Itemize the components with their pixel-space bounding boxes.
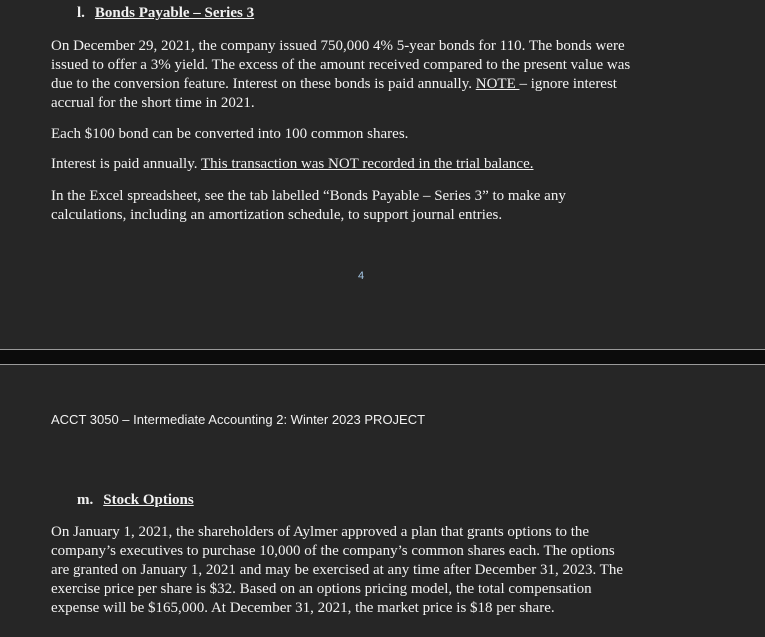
- text-line: exercise price per share is $32. Based on an options pricing model, the total compensation: [51, 581, 592, 597]
- section-heading-l: [77, 5, 254, 22]
- section-title: Bonds Payable – Series 3: [94, 5, 255, 21]
- text-line: are granted on January 1, 2021 and may be exercised at any time after December 31, 2023. The: [51, 562, 623, 578]
- text-line: Each $100 bond can be converted into 100 common shares.: [51, 126, 409, 142]
- stock-options-paragraph: [51, 523, 691, 618]
- text-line: company’s executives to purchase 10,000 of the company’s common shares each. The options: [51, 543, 615, 559]
- text-line: [51, 75, 691, 94]
- text-run: due to the conversion feature. Interest on these bonds is paid annually.: [51, 76, 476, 92]
- text-run: – ignore interest: [519, 76, 617, 92]
- page-number: 4: [358, 270, 365, 282]
- document-page-bottom: [0, 365, 765, 637]
- running-header: ACCT 3050 – Intermediate Accounting 2: Winter 2023 PROJECT: [51, 412, 426, 427]
- text-line: expense will be $165,000. At December 31, 2021, the market price is $18 per share.: [51, 600, 555, 616]
- excel-instructions-paragraph: [51, 187, 691, 225]
- text-line: accrual for the short time in 2021.: [51, 95, 255, 111]
- text-line: On December 29, 2021, the company issued 750,000 4% 5-year bonds for 110. The bonds were: [51, 38, 625, 54]
- page-break: [0, 349, 765, 365]
- text-line: In the Excel spreadsheet, see the tab labelled “Bonds Payable – Series 3” to make any: [51, 188, 566, 204]
- bond-issue-paragraph: [51, 37, 691, 113]
- interest-paragraph: [51, 155, 691, 174]
- section-letter: m.: [77, 492, 94, 508]
- not-recorded-underlined: This transaction was NOT recorded in the trial balance.: [200, 156, 534, 172]
- conversion-paragraph: [51, 125, 691, 144]
- text-line: calculations, including an amortization schedule, to support journal entries.: [51, 207, 503, 223]
- text-run: Interest is paid annually.: [51, 156, 201, 172]
- text-line: On January 1, 2021, the shareholders of Aylmer approved a plan that grants options to the: [51, 524, 590, 540]
- section-letter: l.: [77, 5, 85, 21]
- note-underlined: NOTE: [475, 76, 520, 92]
- section-heading-m: [77, 492, 194, 509]
- section-title: Stock Options: [103, 492, 194, 508]
- text-line: issued to offer a 3% yield. The excess of the amount received compared to the present value was: [51, 57, 631, 73]
- text-line: [51, 155, 691, 174]
